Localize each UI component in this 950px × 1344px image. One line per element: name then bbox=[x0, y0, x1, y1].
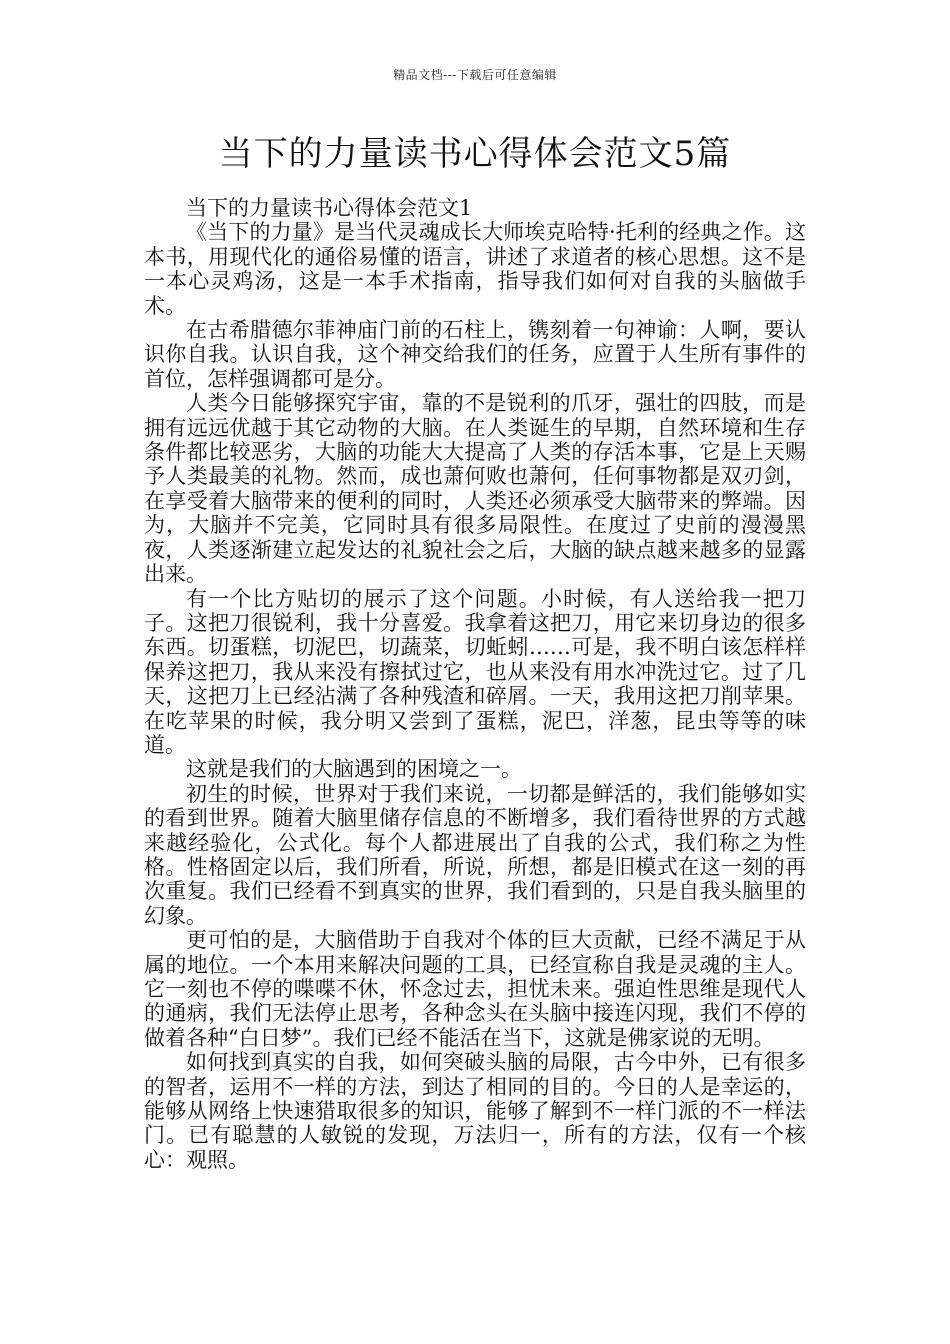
paragraph: 如何找到真实的自我，如何突破头脑的局限，古今中外，已有很多的智者，运用不一样的方法，到达了相同的目的。今日的人是幸运的，能够从网络上快速猎取很多的知识，能够了解到不一样门派的不一样法门。已有聪慧的人敏锐的发现，万法归一，所有的方法，仅有一个核心：观照。 bbox=[144, 1050, 806, 1172]
paragraph: 人类今日能够探究宇宙，靠的不是锐利的爪牙，强壮的四肢，而是拥有远远优越于其它动物的大脑。在人类诞生的早期，自然环境和生存条件都比较恶劣，大脑的功能大大提高了人类的存活本事，它是上天赐予人类最美的礼物。然而，成也萧何败也萧何，任何事物都是双刃剑，在享受着大脑带来的便利的同时，人类还必须承受大脑带来的弊端。因为，大脑并不完美，它同时具有很多局限性。在度过了史前的漫漫黑夜，人类逐渐建立起发达的礼貌社会之后，大脑的缺点越来越多的显露出来。 bbox=[144, 391, 806, 587]
paragraph: 有一个比方贴切的展示了这个问题。小时候，有人送给我一把刀子。这把刀很锐利，我十分喜爱。我拿着这把刀，用它来切身边的很多东西。切蛋糕，切泥巴，切蔬菜，切蚯蚓……可是，我不明白该怎样样保养这把刀，我从来没有擦拭过它，也从来没有用水冲洗过它。过了几天，这把刀上已经沾满了各种残渣和碎屑。一天，我用这把刀削苹果。在吃苹果的时候，我分明又尝到了蛋糕，泥巴，洋葱，昆虫等等的味道。 bbox=[144, 586, 806, 757]
paragraph: 在古希腊德尔菲神庙门前的石柱上，镌刻着一句神谕：人啊，要认识你自我。认识自我，这个神交给我们的任务，应置于人生所有事件的首位，怎样强调都可是分。 bbox=[144, 318, 806, 391]
section-subheading: 当下的力量读书心得体会范文1 bbox=[186, 196, 473, 220]
document-body bbox=[144, 196, 806, 1172]
paragraph: 《当下的力量》是当代灵魂成长大师埃克哈特·托利的经典之作。这本书，用现代化的通俗易懂的语言，讲述了求道者的核心思想。这不是一本心灵鸡汤，这是一本手术指南，指导我们如何对自我的头脑做手术。 bbox=[144, 220, 806, 318]
header-note: 精品文档---下载后可任意编辑 bbox=[393, 68, 557, 82]
paragraph: 更可怕的是，大脑借助于自我对个体的巨大贡献，已经不满足于从属的地位。一个本用来解决问题的工具，已经宣称自我是灵魂的主人。它一刻也不停的喋喋不休，怀念过去，担忧未来。强迫性思维是现代人的通病，我们无法停止思考，各种念头在头脑中接连闪现，我们不停的做着各种“白日梦”。我们已经不能活在当下，这就是佛家说的无明。 bbox=[144, 928, 806, 1050]
paragraph: 初生的时候，世界对于我们来说，一切都是鲜活的，我们能够如实的看到世界。随着大脑里储存信息的不断增多，我们看待世界的方式越来越经验化，公式化。每个人都进展出了自我的公式，我们称之为性格。性格固定以后，我们所看，所说，所想，都是旧模式在这一刻的再次重复。我们已经看不到真实的世界，我们看到的，只是自我头脑里的幻象。 bbox=[144, 781, 806, 928]
paragraph: 这就是我们的大脑遇到的困境之一。 bbox=[186, 757, 522, 782]
document-title: 当下的力量读书心得体会范文5篇 bbox=[218, 134, 732, 174]
